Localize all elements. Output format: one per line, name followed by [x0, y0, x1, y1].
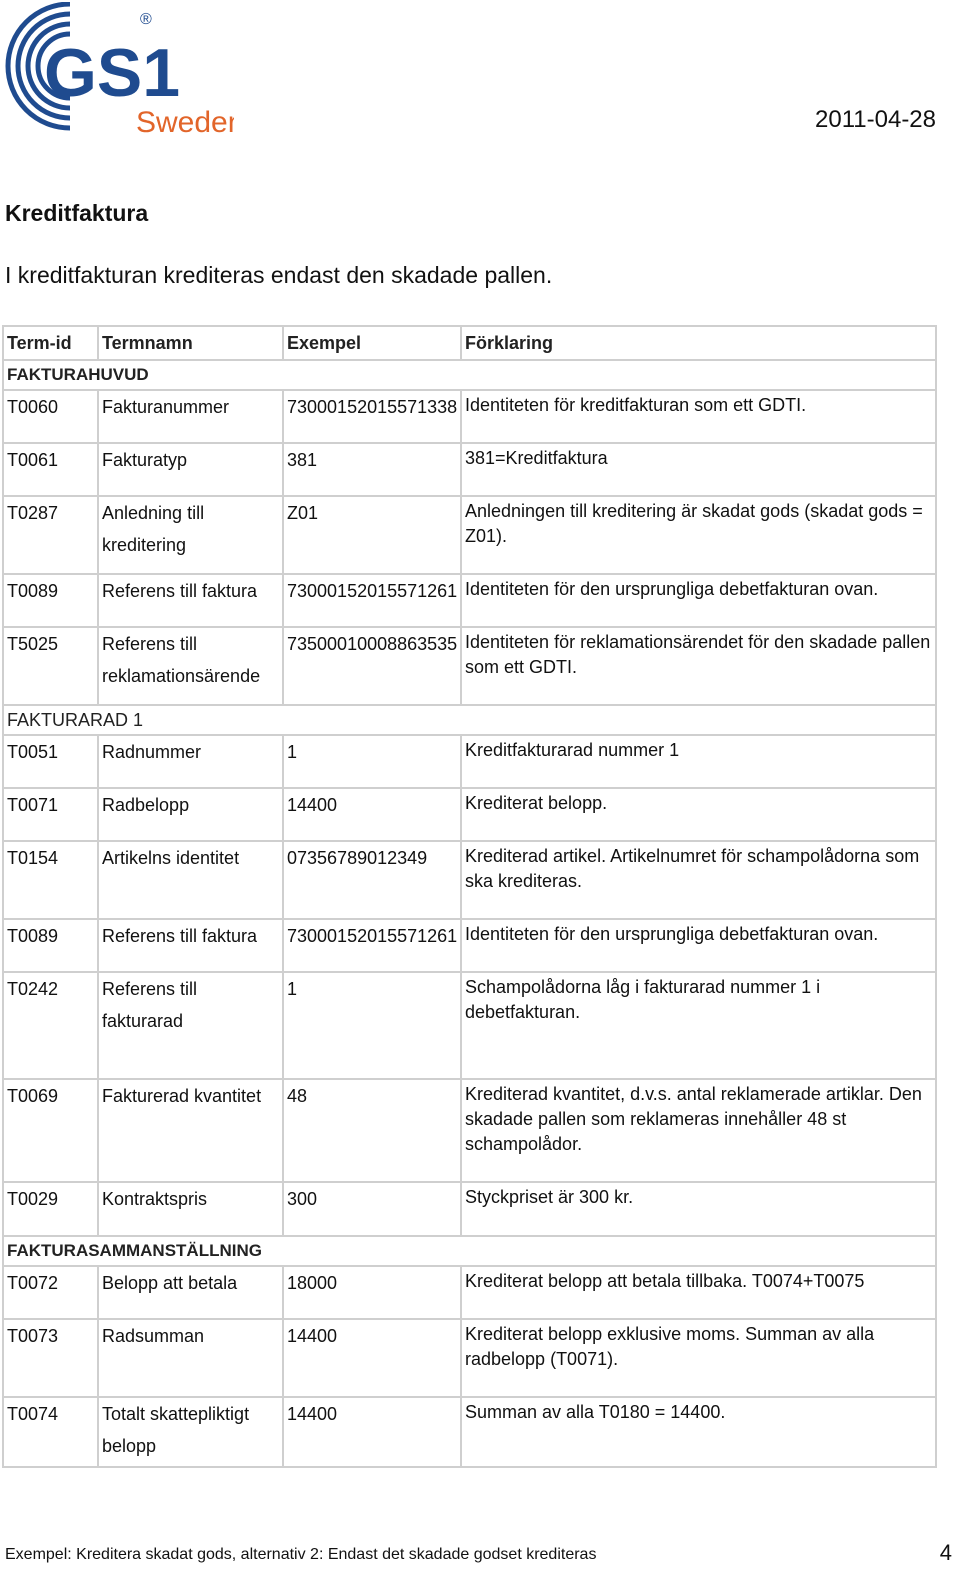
term-name: Referens till reklamationsärende: [98, 627, 283, 705]
term-id: T0072: [3, 1266, 98, 1319]
term-example: Z01: [283, 496, 461, 574]
term-explanation: Krediterat belopp.: [461, 788, 936, 841]
section-label: FAKTURASAMMANSTÄLLNING: [3, 1236, 936, 1266]
table-row: [3, 919, 936, 972]
term-example: 18000: [283, 1266, 461, 1319]
table-row: [3, 1397, 936, 1467]
term-id: T0242: [3, 972, 98, 1079]
term-explanation: Identiteten för reklamationsärendet för den skadade pallen som ett GDTI.: [461, 627, 936, 705]
term-explanation: Summan av alla T0180 = 14400.: [461, 1397, 936, 1467]
page-number: 4: [939, 1540, 952, 1565]
term-explanation: Krediterad artikel. Artikelnumret för schampolådorna som ska krediteras.: [461, 841, 936, 919]
term-example: 300: [283, 1182, 461, 1236]
table-row: [3, 972, 936, 1079]
term-explanation: Identiteten för den ursprungliga debetfakturan ovan.: [461, 919, 936, 972]
table-row: [3, 574, 936, 627]
logo-sub: Sweden: [136, 106, 234, 134]
term-name: Radsumman: [98, 1319, 283, 1397]
table-row: [3, 443, 936, 496]
footer-text: Exempel: Kreditera skadat gods, alternativ 2: Endast det skadade godset krediteras: [5, 1546, 597, 1563]
term-table: [2, 325, 937, 1468]
section-label: FAKTURARAD 1: [3, 705, 936, 735]
term-example: 48: [283, 1079, 461, 1182]
term-explanation: Krediterad kvantitet, d.v.s. antal reklamerade artiklar. Den skadade pallen som reklameras innehåller 48 st schampolådor.: [461, 1079, 936, 1182]
term-id: T0074: [3, 1397, 98, 1467]
term-id: T0060: [3, 390, 98, 443]
section-row: [3, 1236, 936, 1266]
term-name: Fakturanummer: [98, 390, 283, 443]
column-header: Förklaring: [461, 326, 936, 360]
term-name: Fakturatyp: [98, 443, 283, 496]
logo-text: GS1: [44, 35, 181, 111]
table-row: [3, 1266, 936, 1319]
term-explanation: Styckpriset är 300 kr.: [461, 1182, 936, 1236]
gs1-sweden-logo: [4, 2, 234, 134]
term-name: Radnummer: [98, 735, 283, 788]
term-id: T0051: [3, 735, 98, 788]
table-row: [3, 627, 936, 705]
term-example: 381: [283, 443, 461, 496]
term-example: 14400: [283, 1319, 461, 1397]
term-example: 73000152015571261: [283, 919, 461, 972]
term-id: T0287: [3, 496, 98, 574]
table-row: [3, 390, 936, 443]
term-example: 73500010008863535: [283, 627, 461, 705]
term-id: T0073: [3, 1319, 98, 1397]
term-id: T0071: [3, 788, 98, 841]
table-row: [3, 496, 936, 574]
term-id: T0069: [3, 1079, 98, 1182]
svg-text:®: ®: [140, 11, 152, 28]
term-id: T0061: [3, 443, 98, 496]
section-row: [3, 705, 936, 735]
term-id: T0089: [3, 574, 98, 627]
term-example: 73000152015571338: [283, 390, 461, 443]
term-id: T0029: [3, 1182, 98, 1236]
term-name: Artikelns identitet: [98, 841, 283, 919]
table-header-row: [3, 326, 936, 360]
term-name: Belopp att betala: [98, 1266, 283, 1319]
column-header: Exempel: [283, 326, 461, 360]
table-row: [3, 735, 936, 788]
term-explanation: Identiteten för den ursprungliga debetfakturan ovan.: [461, 574, 936, 627]
table-row: [3, 841, 936, 919]
term-explanation: Krediterat belopp exklusive moms. Summan av alla radbelopp (T0071).: [461, 1319, 936, 1397]
term-name: Radbelopp: [98, 788, 283, 841]
term-example: 07356789012349: [283, 841, 461, 919]
section-label: FAKTURAHUVUD: [3, 360, 936, 390]
term-name: Anledning till kreditering: [98, 496, 283, 574]
table-row: [3, 788, 936, 841]
table-row: [3, 1182, 936, 1236]
term-explanation: Krediterat belopp att betala tillbaka. T0074+T0075: [461, 1266, 936, 1319]
term-explanation: Schampolådorna låg i fakturarad nummer 1 i debetfakturan.: [461, 972, 936, 1079]
column-header: Term-id: [3, 326, 98, 360]
term-id: T0154: [3, 841, 98, 919]
term-id: T0089: [3, 919, 98, 972]
term-name: Referens till fakturarad: [98, 972, 283, 1079]
document-date: 2011-04-28: [815, 106, 936, 133]
term-explanation: 381=Kreditfaktura: [461, 443, 936, 496]
term-name: Totalt skattepliktigt belopp: [98, 1397, 283, 1467]
term-name: Referens till faktura: [98, 574, 283, 627]
intro-text: I kreditfakturan krediteras endast den skadade pallen.: [5, 262, 553, 288]
term-example: 14400: [283, 788, 461, 841]
section-row: [3, 360, 936, 390]
term-explanation: Kreditfakturarad nummer 1: [461, 735, 936, 788]
page-title: Kreditfaktura: [5, 200, 149, 226]
term-example: 1: [283, 735, 461, 788]
term-example: 73000152015571261: [283, 574, 461, 627]
table-row: [3, 1319, 936, 1397]
term-explanation: Anledningen till kreditering är skadat gods (skadat gods = Z01).: [461, 496, 936, 574]
column-header: Termnamn: [98, 326, 283, 360]
table-row: [3, 1079, 936, 1182]
term-id: T5025: [3, 627, 98, 705]
term-example: 1: [283, 972, 461, 1079]
term-explanation: Identiteten för kreditfakturan som ett GDTI.: [461, 390, 936, 443]
term-name: Fakturerad kvantitet: [98, 1079, 283, 1182]
term-example: 14400: [283, 1397, 461, 1467]
term-name: Referens till faktura: [98, 919, 283, 972]
term-name: Kontraktspris: [98, 1182, 283, 1236]
